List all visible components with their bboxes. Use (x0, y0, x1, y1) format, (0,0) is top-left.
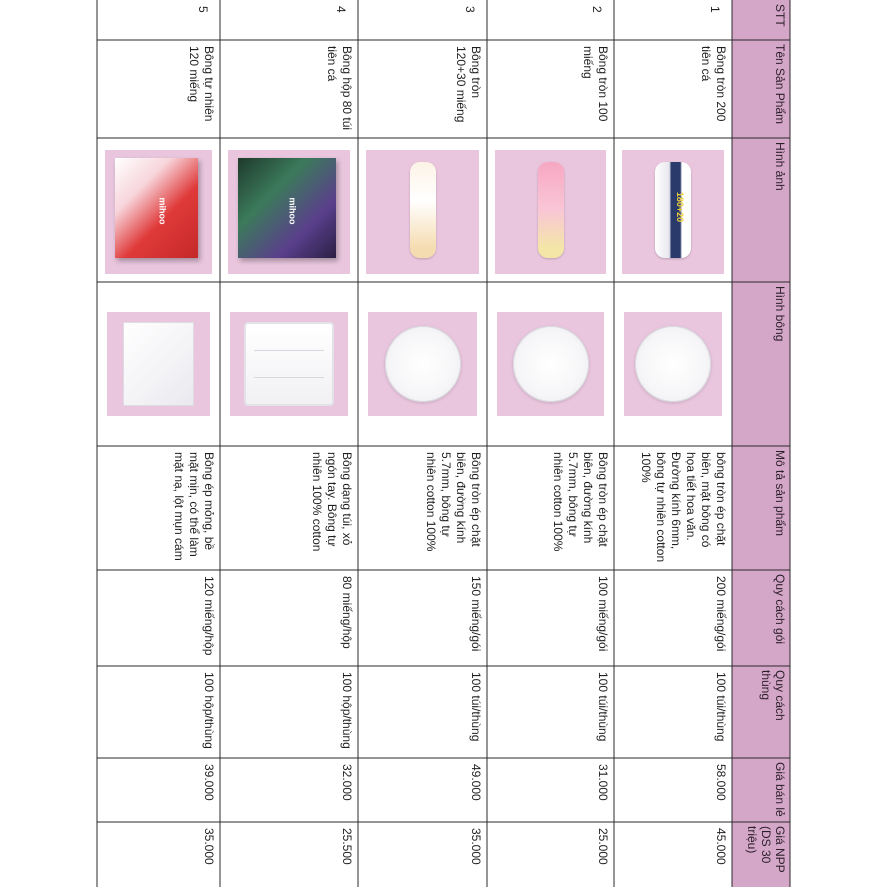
header-cell-carton-spec (732, 666, 790, 758)
cell-carton-spec: 100 túi/thùng (596, 672, 610, 742)
pocket-cotton-pad-icon (244, 322, 334, 406)
row-2-pack-spec (487, 570, 614, 666)
row-5-retail-price (97, 758, 220, 822)
cell-description: Bông tròn ép chặt biên, đường kính 5.7mm, bông tự nhiên cotton 100% (424, 452, 483, 552)
cell-name: Bông tự nhiên 120 miếng (187, 46, 216, 122)
header-cell-distributor-price (732, 822, 790, 887)
pocket-seam (254, 377, 324, 378)
package-box-icon (115, 158, 198, 258)
round-cotton-pad-icon (513, 326, 589, 402)
row-1-description (614, 446, 732, 570)
row-2-retail-price (487, 758, 614, 822)
cell-carton-spec: 100 túi/thùng (714, 672, 728, 742)
cell-distributor-price: 45.000 (714, 828, 728, 865)
row-4-distributor-price (220, 822, 358, 887)
header-distributor-price: Giá NPP (DS 30 triệu) (745, 826, 787, 873)
row-3-pack-spec (358, 570, 487, 666)
package-label: mihoo (287, 197, 298, 225)
package-tube-icon (538, 162, 564, 258)
cell-description: Bông tròn ép chặt biên, đường kính 5.7mm, bông tự nhiên cotton 100% (551, 452, 610, 552)
row-3-carton-spec (358, 666, 487, 758)
cell-pack-spec: 80 miếng/hộp (340, 576, 354, 649)
cell-distributor-price: 25.500 (340, 828, 354, 865)
cell-carton-spec: 100 hộp/thùng (340, 672, 354, 749)
cell-description: Bông ép mỏng, bề mặt mịn, có thể làm mặt nạ, lột mụn cám (172, 452, 216, 561)
row-4-retail-price (220, 758, 358, 822)
row-5-distributor-price (97, 822, 220, 887)
row-1-name (614, 40, 732, 138)
row-2-stt (487, 0, 614, 40)
cell-name: Bông tròn 100 miếng (581, 46, 610, 122)
header-cell-image (732, 138, 790, 282)
header-cell-stt (732, 0, 790, 40)
header-name: Tên Sản Phẩm (773, 44, 787, 125)
package-tube-icon (410, 162, 436, 258)
cell-distributor-price: 35.000 (469, 828, 483, 865)
row-4-stt (220, 0, 358, 40)
row-3-description (358, 446, 487, 570)
row-4-carton-spec (220, 666, 358, 758)
cell-stt: 3 (463, 6, 477, 13)
square-cotton-pad-icon (123, 322, 194, 406)
row-4-pack-spec (220, 570, 358, 666)
cell-description: bông tròn ép chặt biên, mặt bông có họa tiết hoa văn. Đường kính 6mm, bông tự nhiên cotton 100% (639, 452, 728, 563)
cell-pack-spec: 200 miếng/gói (714, 576, 728, 652)
row-3-distributor-price (358, 822, 487, 887)
row-1-pack-spec (614, 570, 732, 666)
header-image: Hình ảnh (773, 142, 787, 191)
cell-retail-price: 39.000 (202, 764, 216, 801)
row-4-description (220, 446, 358, 570)
row-2-distributor-price (487, 822, 614, 887)
cell-stt: 2 (590, 6, 604, 13)
cell-name: Bông tròn 120+30 miếng (454, 46, 483, 123)
header-cell-pad (732, 282, 790, 446)
cell-pack-spec: 150 miếng/gói (469, 576, 483, 652)
cell-carton-spec: 100 túi/thùng (469, 672, 483, 742)
pocket-seam (254, 350, 324, 351)
package-label: 180+20 (675, 191, 686, 223)
row-5-pack-spec (97, 570, 220, 666)
header-pack-spec: Quy cách gói (773, 574, 787, 645)
round-cotton-pad-icon (635, 326, 711, 402)
row-1-stt (614, 0, 732, 40)
header-stt: STT (773, 4, 787, 27)
row-4-name (220, 40, 358, 138)
row-2-name (487, 40, 614, 138)
row-5-name (97, 40, 220, 138)
round-cotton-pad-icon (385, 326, 461, 402)
cell-retail-price: 49.000 (469, 764, 483, 801)
header-cell-name (732, 40, 790, 138)
cell-retail-price: 32.000 (340, 764, 354, 801)
cell-carton-spec: 100 hộp/thùng (202, 672, 216, 749)
header-pad: Hình bông (773, 286, 787, 342)
package-tube-icon (655, 162, 691, 258)
row-5-description (97, 446, 220, 570)
row-3-retail-price (358, 758, 487, 822)
cell-description: Bông dạng túi, xỏ ngón tay. Bông tự nhiên 100% cotton (310, 452, 354, 552)
row-5-stt (97, 0, 220, 40)
cell-pack-spec: 100 miếng/gói (596, 576, 610, 652)
header-carton-spec: Quy cách thùng (759, 670, 787, 721)
package-label: mihoo (157, 197, 167, 225)
row-1-carton-spec (614, 666, 732, 758)
header-retail-price: Giá bán lẻ (773, 762, 787, 817)
cell-stt: 4 (334, 6, 348, 13)
row-2-description (487, 446, 614, 570)
header-cell-pack-spec (732, 570, 790, 666)
cell-stt: 5 (196, 6, 210, 13)
row-1-retail-price (614, 758, 732, 822)
row-1-distributor-price (614, 822, 732, 887)
row-3-stt (358, 0, 487, 40)
header-description: Mô tả sản phẩm (773, 450, 787, 537)
cell-name: Bông tròn 200 tiên cá (699, 46, 728, 122)
cell-name: Bông hộp 80 túi tiên cá (325, 46, 354, 131)
cell-retail-price: 31.000 (596, 764, 610, 801)
cell-distributor-price: 35.000 (202, 828, 216, 865)
row-3-name (358, 40, 487, 138)
cell-pack-spec: 120 miếng/hộp (202, 576, 216, 656)
cell-distributor-price: 25.000 (596, 828, 610, 865)
header-cell-description (732, 446, 790, 570)
cell-stt: 1 (708, 6, 722, 13)
row-5-carton-spec (97, 666, 220, 758)
cell-retail-price: 58.000 (714, 764, 728, 801)
header-cell-retail-price (732, 758, 790, 822)
row-2-carton-spec (487, 666, 614, 758)
